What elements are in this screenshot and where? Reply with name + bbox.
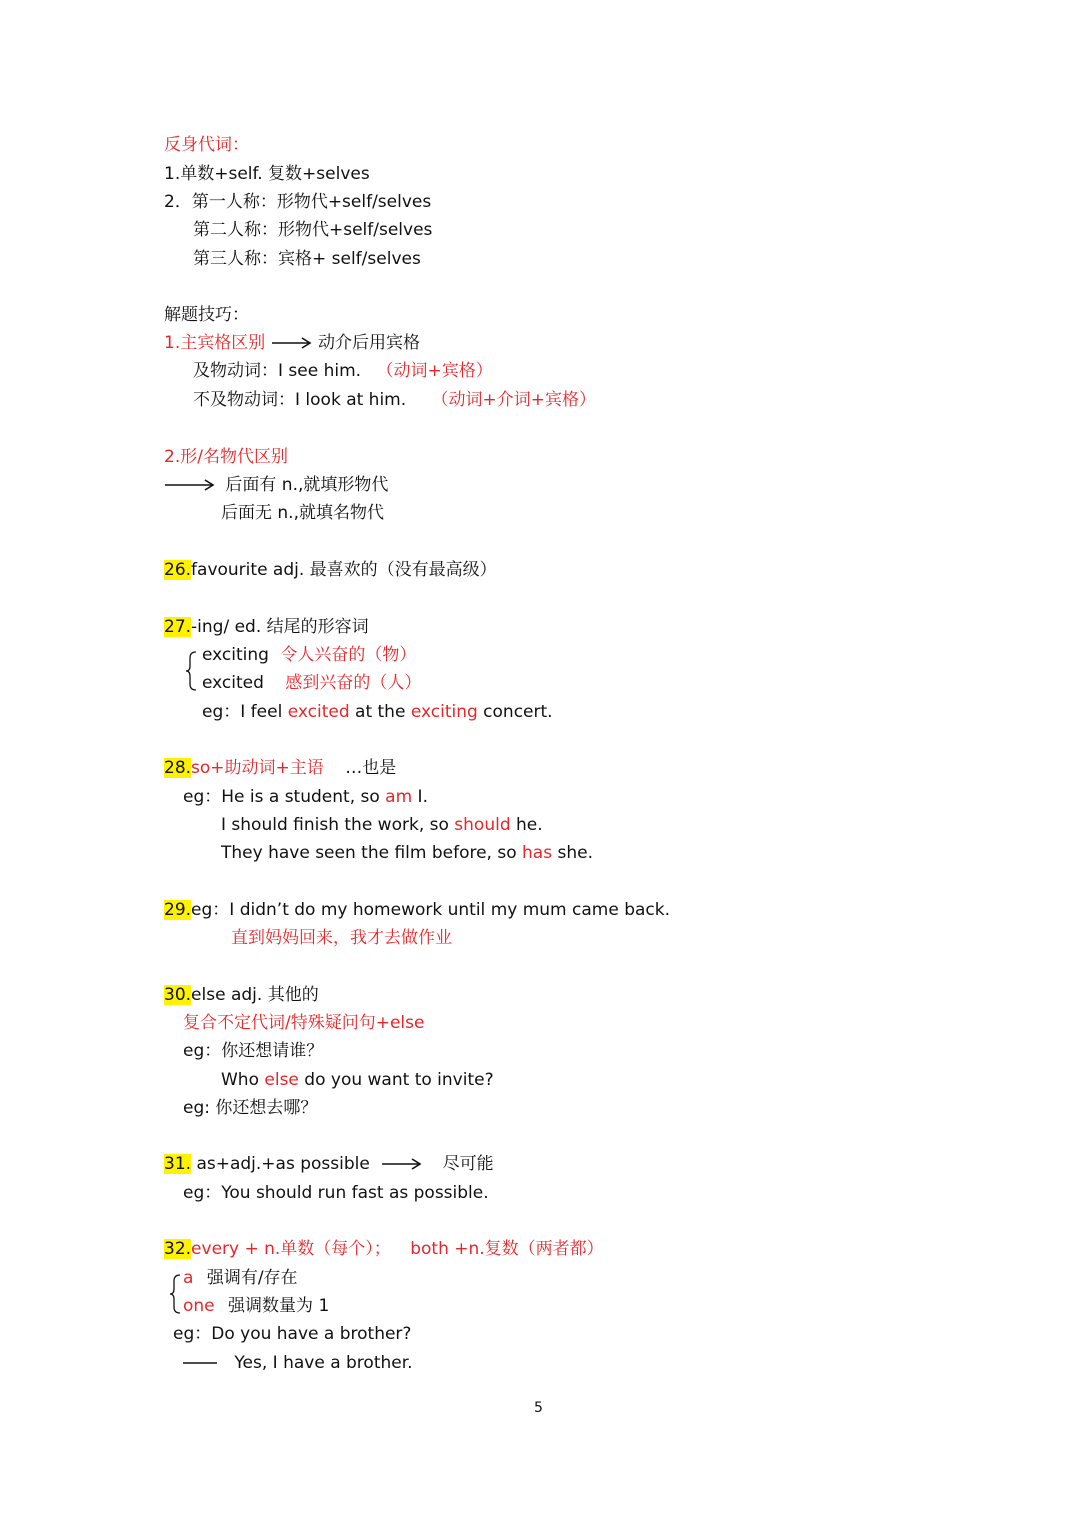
tip-1-tail: 动介后用宾格 <box>318 333 421 353</box>
item-27-text: -ing/ ed. 结尾的形容词 <box>191 617 369 637</box>
item-28-head: so+助动词+主语 <box>191 758 324 778</box>
item-32-number: 32. <box>164 1239 192 1259</box>
example-highlight: else <box>264 1070 299 1090</box>
item-31-text: as+adj.+as possible <box>191 1154 370 1174</box>
item-28-example-3 <box>221 841 593 865</box>
transitive-note: （动词+宾格） <box>376 361 493 381</box>
left-brace-icon <box>168 1273 182 1315</box>
example-text: do you want to invite? <box>298 1070 494 1090</box>
tip-2-rule-1: 后面有 n.,就填形物代 <box>225 475 389 495</box>
item-30-number: 30. <box>164 985 192 1005</box>
page-number: 5 <box>534 1400 543 1416</box>
reflexive-rule-1: 1.单数+self. 复数+selves <box>164 164 370 184</box>
item-30-text: else adj. 其他的 <box>191 985 319 1005</box>
example-text: concert. <box>477 702 553 722</box>
item-29-number: 29. <box>164 900 192 920</box>
item-26-number: 26. <box>164 560 192 580</box>
item-31-tail: 尽可能 <box>442 1154 494 1174</box>
example-text: eg：I feel <box>202 702 288 722</box>
item-27-word-2 <box>202 671 421 695</box>
item-32-example: eg：Do you have a brother? <box>173 1324 412 1344</box>
item-27-example <box>202 700 553 724</box>
item-27-word-1 <box>202 643 416 667</box>
item-32-article-a <box>183 1266 298 1290</box>
item-30-example-3: eg: 你还想去哪？ <box>183 1098 318 1118</box>
word-exciting: exciting <box>202 645 269 665</box>
item-31-number: 31. <box>164 1154 192 1174</box>
item-32-head-2: both +n.复数（两者都） <box>410 1239 604 1259</box>
example-text: I should finish the work, so <box>221 815 455 835</box>
meaning-excited: 感到兴奋的（人） <box>285 673 422 693</box>
intransitive-note: （动词+介词+宾格） <box>431 390 597 410</box>
tip-2-rule-2: 后面无 n.,就填名物代 <box>221 503 384 523</box>
dash-icon <box>183 1361 217 1365</box>
tip-1-title: 1.主宾格区别 <box>164 333 266 353</box>
example-text: Who <box>221 1070 265 1090</box>
tip-1-line-2 <box>193 388 596 412</box>
intransitive-example: 不及物动词：I look at him. <box>193 390 407 410</box>
meaning-a: 强调有/存在 <box>206 1268 298 1288</box>
item-28-tail: …也是 <box>345 758 397 778</box>
example-highlight: exciting <box>410 702 478 722</box>
tip-1-line-1 <box>193 359 493 383</box>
word-excited: excited <box>202 673 264 693</box>
example-text: They have seen the film before, so <box>221 843 523 863</box>
reflexive-rule-3: 第二人称：形物代+self/selves <box>193 220 433 240</box>
section-title-tips: 解题技巧： <box>164 305 249 325</box>
arrow-right-icon <box>271 336 313 350</box>
item-26 <box>164 558 497 582</box>
item-29-translation: 直到妈妈回来，我才去做作业 <box>231 928 452 948</box>
word-a: a <box>183 1268 194 1288</box>
left-brace-icon <box>184 650 198 692</box>
example-text: she. <box>552 843 593 863</box>
meaning-exciting: 令人兴奋的（物） <box>280 645 417 665</box>
reflexive-rule-2: 2．第一人称：形物代+self/selves <box>164 192 432 212</box>
item-28-example-2 <box>221 813 543 837</box>
item-28-number: 28. <box>164 758 192 778</box>
example-text: eg：He is a student, so <box>183 787 386 807</box>
tip-1-heading <box>164 331 420 355</box>
example-highlight: should <box>454 815 511 835</box>
example-text: he. <box>510 815 543 835</box>
item-28-example-1 <box>183 785 428 809</box>
item-32-answer <box>183 1351 413 1375</box>
item-29-text: eg：I didn’t do my homework until my mum came back. <box>191 900 671 920</box>
arrow-right-icon <box>164 478 216 492</box>
item-27 <box>164 615 369 639</box>
item-31-example: eg：You should run fast as possible. <box>183 1183 489 1203</box>
example-highlight: has <box>522 843 553 863</box>
meaning-one: 强调数量为 1 <box>228 1296 330 1316</box>
item-29 <box>164 898 670 922</box>
item-32 <box>164 1237 604 1261</box>
word-one: one <box>183 1296 215 1316</box>
item-32-head-1: every + n.单数（每个）； <box>191 1239 391 1259</box>
item-26-text: favourite adj. 最喜欢的（没有最高级） <box>191 560 497 580</box>
item-27-number: 27. <box>164 617 192 637</box>
item-28 <box>164 756 396 780</box>
example-highlight: excited <box>287 702 350 722</box>
example-text: at the <box>349 702 411 722</box>
item-30-example-1: eg：你还想请谁？ <box>183 1041 324 1061</box>
item-30-rule: 复合不定代词/特殊疑问句+else <box>183 1013 425 1033</box>
item-32-article-one <box>183 1294 329 1318</box>
reflexive-rule-4: 第三人称：宾格+ self/selves <box>193 249 421 269</box>
answer-text: Yes, I have a brother. <box>234 1353 413 1373</box>
item-30 <box>164 983 319 1007</box>
item-31 <box>164 1152 494 1176</box>
transitive-example: 及物动词：I see him. <box>193 361 362 381</box>
tip-2-title: 2.形/名物代区别 <box>164 447 288 467</box>
arrow-right-icon <box>381 1157 423 1171</box>
tip-2-line-1 <box>164 473 388 497</box>
item-30-example-2 <box>221 1068 494 1092</box>
example-highlight: am <box>385 787 413 807</box>
example-text: I. <box>412 787 428 807</box>
section-title-reflexive: 反身代词： <box>164 135 249 155</box>
